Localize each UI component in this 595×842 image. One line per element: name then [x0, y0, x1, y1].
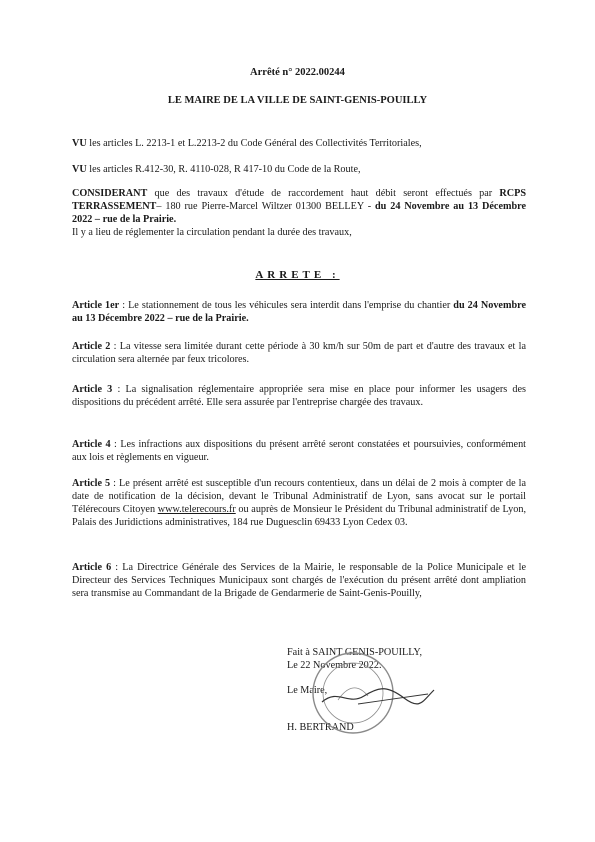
article-label: Article 2: [72, 341, 111, 352]
article-text: : La signalisation réglementaire appropriée sera mise en place pour informer les usagers des dispositions du précédent arrêté. Elle sera assurée par l'entreprise chargée des travaux.: [72, 384, 526, 408]
decree-number: Arrêté n° 2022.00244: [250, 67, 345, 78]
vu-paragraph-1: [72, 137, 526, 150]
company-name: RCPS TERRASSEMENT: [72, 188, 526, 212]
considerant-paragraph: [72, 187, 526, 239]
vu-text: les articles R.412-30, R. 4110-028, R 417-10 du Code de la Route,: [86, 164, 361, 175]
arrete-heading: ARRETE :: [255, 269, 340, 281]
telerecours-link[interactable]: www.telerecours.fr: [157, 504, 236, 515]
signature-role: Le Maire,: [287, 685, 328, 696]
signature-date: Le 22 Novembre 2022.: [287, 660, 382, 671]
considerant-conclusion: Il y a lieu de réglementer la circulation pendant la durée des travaux,: [72, 227, 352, 238]
article-text: : Le stationnement de tous les véhicules sera interdit dans l'emprise du chantier: [119, 300, 454, 311]
vu-label: VU: [72, 138, 87, 149]
signature-scribble-icon: [318, 680, 438, 710]
considerant-label: CONSIDERANT: [72, 188, 148, 199]
article-text: : La vitesse sera limitée durant cette période à 30 km/h sur 50m de part et d'autre des travaux et la circulation sera alternée par feux tricolores.: [72, 341, 526, 365]
article-6: [72, 561, 526, 600]
article-label: Article 3: [72, 384, 113, 395]
article-1: [72, 299, 526, 325]
article-3: [72, 383, 526, 409]
article-4: [72, 438, 526, 464]
article-label: Article 4: [72, 439, 111, 450]
vu-paragraph-2: [72, 163, 526, 176]
article-text: : Le présent arrêté est susceptible d'un recours contentieux, dans un délai de 2 mois à compter de la date de notification de la décision, devant le Tribunal Administratif de Lyon, sans avocat sur le portail Télérecours Citoyen: [72, 478, 526, 515]
works-period: du 24 Novembre au 13 Décembre 2022 – rue de la Prairie.: [72, 201, 526, 225]
vu-text: les articles L. 2213-1 et L.2213-2 du Code Général des Collectivités Territoriales,: [86, 138, 422, 149]
vu-label: VU: [72, 164, 87, 175]
article-5: [72, 477, 526, 529]
article-label: Article 1er: [72, 300, 120, 311]
article-period: du 24 Novembre au 13 Décembre 2022 – rue de la Prairie.: [72, 300, 526, 324]
signature-place: Fait à SAINT GENIS-POUILLY,: [287, 647, 422, 658]
considerant-text: que des travaux d'étude de raccordement haut débit seront effectués par: [147, 188, 500, 199]
article-2: [72, 340, 526, 366]
issuing-authority: LE MAIRE DE LA VILLE DE SAINT-GENIS-POUILLY: [167, 95, 428, 106]
article-text: : Les infractions aux dispositions du présent arrêté seront constatées et poursuivies, conformément aux lois et règlements en vigueur.: [72, 439, 526, 463]
mayor-name: H. BERTRAND: [287, 722, 354, 733]
article-label: Article 6: [72, 562, 112, 573]
article-text-continued: ou auprès de Monsieur le Président du Tribunal administratif de Lyon, Palais des Juridictions administratives, 184 rue Duguesclin 69433 Lyon Cedex 03.: [72, 504, 526, 528]
company-address: – 180 rue Pierre-Marcel Wiltzer 01300 BELLEY -: [156, 201, 375, 212]
article-label: Article 5: [72, 478, 111, 489]
article-text: : La Directrice Générale des Services de la Mairie, le responsable de la Police Municipale et le Directeur des Services Techniques Municipaux sont chargés de l'exécution du présent arrêté dont ampliation sera transmise au Commandant de la Brigade de Gendarmerie de Saint-Genis-Pouilly,: [72, 562, 526, 599]
